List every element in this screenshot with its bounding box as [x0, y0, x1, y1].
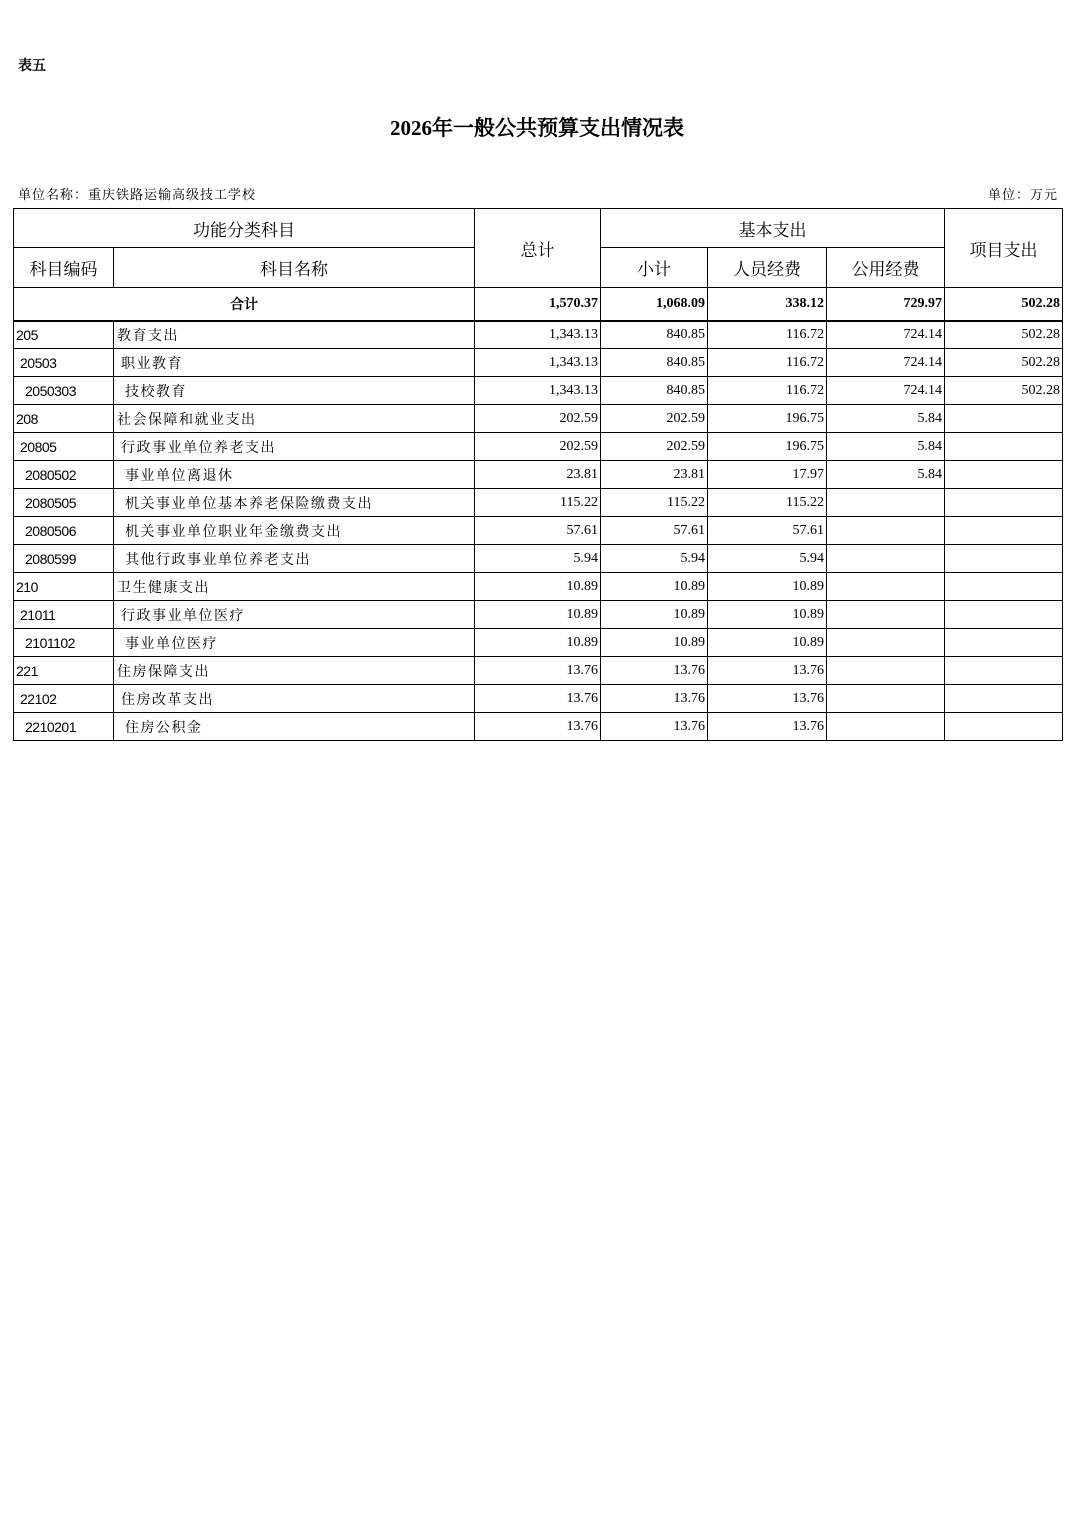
- row-name: 社会保障和就业支出: [114, 405, 475, 433]
- row-total: 202.59: [475, 433, 601, 461]
- row-personnel: 10.89: [708, 573, 827, 601]
- total-personnel: 338.12: [708, 288, 827, 321]
- row-code: 210: [14, 573, 114, 601]
- total-subtotal: 1,068.09: [601, 288, 708, 321]
- table-row: [14, 713, 1063, 741]
- row-total: 202.59: [475, 405, 601, 433]
- row-personnel: 116.72: [708, 349, 827, 377]
- header-personnel: 人员经费: [708, 248, 827, 288]
- row-personnel: 13.76: [708, 685, 827, 713]
- row-public: [827, 685, 945, 713]
- row-code: 22102: [14, 685, 114, 713]
- row-total: 115.22: [475, 489, 601, 517]
- row-total: 1,343.13: [475, 377, 601, 405]
- row-name: 技校教育: [114, 377, 475, 405]
- row-total: 23.81: [475, 461, 601, 489]
- row-public: [827, 517, 945, 545]
- row-public: 5.84: [827, 461, 945, 489]
- row-code: 2080502: [14, 461, 114, 489]
- row-name: 其他行政事业单位养老支出: [114, 545, 475, 573]
- row-subtotal: 202.59: [601, 433, 708, 461]
- total-public: 729.97: [827, 288, 945, 321]
- row-public: [827, 545, 945, 573]
- row-personnel: 13.76: [708, 713, 827, 741]
- row-subtotal: 23.81: [601, 461, 708, 489]
- row-public: 724.14: [827, 321, 945, 349]
- row-code: 2101102: [14, 629, 114, 657]
- row-public: 724.14: [827, 377, 945, 405]
- row-public: [827, 629, 945, 657]
- row-personnel: 17.97: [708, 461, 827, 489]
- table-row: [14, 601, 1063, 629]
- row-code: 2080599: [14, 545, 114, 573]
- row-project: [945, 685, 1063, 713]
- header-total: 总计: [475, 209, 601, 288]
- row-subtotal: 13.76: [601, 657, 708, 685]
- total-project: 502.28: [945, 288, 1063, 321]
- row-personnel: 116.72: [708, 377, 827, 405]
- row-public: [827, 601, 945, 629]
- row-total: 1,343.13: [475, 321, 601, 349]
- row-name: 机关事业单位基本养老保险缴费支出: [114, 489, 475, 517]
- row-personnel: 196.75: [708, 405, 827, 433]
- currency-unit-label: 单位：万元: [987, 188, 1058, 203]
- header-project: 项目支出: [945, 209, 1063, 288]
- row-project: [945, 657, 1063, 685]
- row-subtotal: 57.61: [601, 517, 708, 545]
- row-name: 教育支出: [114, 321, 475, 349]
- row-subtotal: 10.89: [601, 629, 708, 657]
- row-personnel: 196.75: [708, 433, 827, 461]
- table-row: [14, 349, 1063, 377]
- header-name: 科目名称: [114, 248, 475, 288]
- row-personnel: 5.94: [708, 545, 827, 573]
- row-project: 502.28: [945, 377, 1063, 405]
- row-code: 205: [14, 321, 114, 349]
- budget-expenditure-table: [13, 208, 1063, 741]
- unit-name-label: 单位名称：重庆铁路运输高级技工学校: [18, 188, 257, 203]
- row-name: 行政事业单位医疗: [114, 601, 475, 629]
- table-number: 表五: [18, 58, 46, 74]
- row-public: [827, 489, 945, 517]
- row-name: 职业教育: [114, 349, 475, 377]
- row-project: 502.28: [945, 321, 1063, 349]
- row-total: 10.89: [475, 573, 601, 601]
- table-row: [14, 629, 1063, 657]
- row-public: 5.84: [827, 405, 945, 433]
- row-personnel: 115.22: [708, 489, 827, 517]
- row-public: [827, 713, 945, 741]
- table-row: [14, 573, 1063, 601]
- row-project: [945, 601, 1063, 629]
- total-label: 合计: [14, 288, 475, 321]
- total-row: [14, 288, 1063, 321]
- table-row: [14, 377, 1063, 405]
- row-project: [945, 489, 1063, 517]
- row-subtotal: 202.59: [601, 405, 708, 433]
- table-row: [14, 433, 1063, 461]
- row-total: 5.94: [475, 545, 601, 573]
- row-public: 724.14: [827, 349, 945, 377]
- row-code: 20805: [14, 433, 114, 461]
- table-row: [14, 685, 1063, 713]
- header-code: 科目编码: [14, 248, 114, 288]
- row-name: 事业单位医疗: [114, 629, 475, 657]
- row-name: 住房公积金: [114, 713, 475, 741]
- row-total: 13.76: [475, 713, 601, 741]
- total-total: 1,570.37: [475, 288, 601, 321]
- row-personnel: 57.61: [708, 517, 827, 545]
- row-project: [945, 573, 1063, 601]
- table-row: [14, 489, 1063, 517]
- row-code: 2210201: [14, 713, 114, 741]
- row-personnel: 13.76: [708, 657, 827, 685]
- row-subtotal: 840.85: [601, 321, 708, 349]
- row-name: 住房保障支出: [114, 657, 475, 685]
- header-func-class: 功能分类科目: [14, 209, 475, 248]
- row-code: 2080506: [14, 517, 114, 545]
- row-subtotal: 840.85: [601, 377, 708, 405]
- table-row: [14, 545, 1063, 573]
- row-code: 2050303: [14, 377, 114, 405]
- row-code: 2080505: [14, 489, 114, 517]
- row-subtotal: 5.94: [601, 545, 708, 573]
- row-total: 1,343.13: [475, 349, 601, 377]
- row-project: [945, 629, 1063, 657]
- row-total: 13.76: [475, 685, 601, 713]
- header-public: 公用经费: [827, 248, 945, 288]
- row-project: 502.28: [945, 349, 1063, 377]
- row-project: [945, 517, 1063, 545]
- row-subtotal: 13.76: [601, 713, 708, 741]
- row-personnel: 10.89: [708, 629, 827, 657]
- row-name: 事业单位离退休: [114, 461, 475, 489]
- header-subtotal: 小计: [601, 248, 708, 288]
- row-name: 住房改革支出: [114, 685, 475, 713]
- table-row: [14, 517, 1063, 545]
- row-project: [945, 405, 1063, 433]
- row-total: 10.89: [475, 629, 601, 657]
- row-subtotal: 10.89: [601, 601, 708, 629]
- row-project: [945, 433, 1063, 461]
- row-subtotal: 115.22: [601, 489, 708, 517]
- row-project: [945, 545, 1063, 573]
- table-row: [14, 461, 1063, 489]
- row-public: 5.84: [827, 433, 945, 461]
- row-subtotal: 13.76: [601, 685, 708, 713]
- row-total: 13.76: [475, 657, 601, 685]
- row-subtotal: 840.85: [601, 349, 708, 377]
- row-total: 57.61: [475, 517, 601, 545]
- row-public: [827, 573, 945, 601]
- table-row: [14, 405, 1063, 433]
- row-project: [945, 713, 1063, 741]
- row-code: 221: [14, 657, 114, 685]
- row-code: 21011: [14, 601, 114, 629]
- row-project: [945, 461, 1063, 489]
- row-subtotal: 10.89: [601, 573, 708, 601]
- row-code: 20503: [14, 349, 114, 377]
- row-public: [827, 657, 945, 685]
- page-title: 2026年一般公共预算支出情况表: [390, 116, 684, 140]
- row-name: 机关事业单位职业年金缴费支出: [114, 517, 475, 545]
- table-row: [14, 657, 1063, 685]
- header-basic: 基本支出: [601, 209, 945, 248]
- row-personnel: 116.72: [708, 321, 827, 349]
- row-code: 208: [14, 405, 114, 433]
- row-personnel: 10.89: [708, 601, 827, 629]
- row-name: 卫生健康支出: [114, 573, 475, 601]
- row-total: 10.89: [475, 601, 601, 629]
- row-name: 行政事业单位养老支出: [114, 433, 475, 461]
- table-row: [14, 321, 1063, 349]
